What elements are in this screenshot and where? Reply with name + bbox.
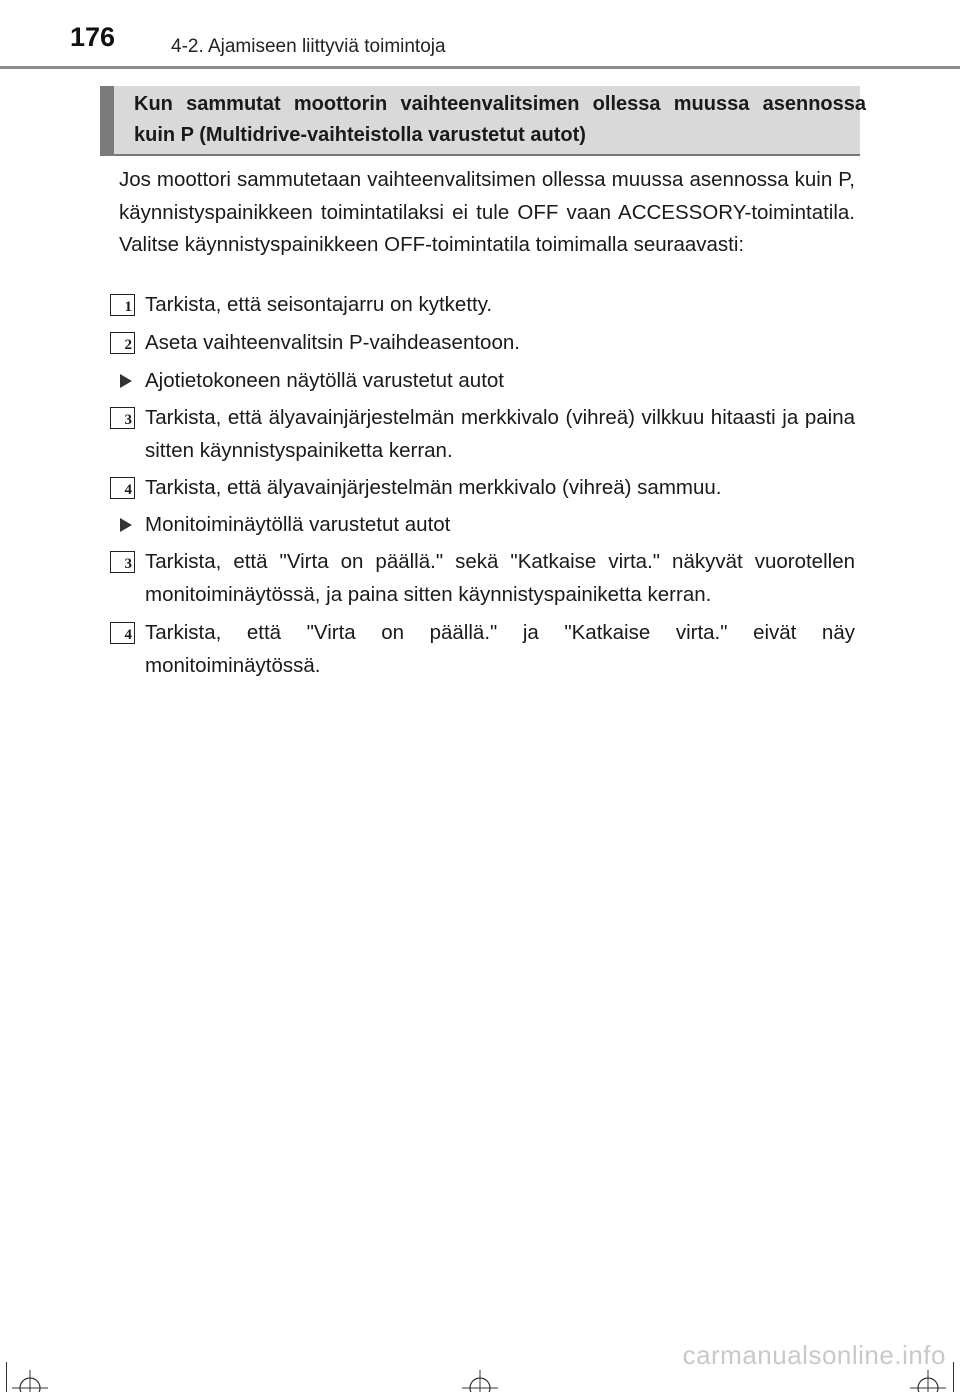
subheading-text: Ajotietokoneen näytöllä varustetut autot [145, 369, 504, 392]
step-text: Aseta vaihteenvalitsin P-vaihdeasentoon. [145, 331, 520, 354]
step-number-badge: 2 [110, 332, 135, 354]
watermark[interactable]: carmanualsonline.info [682, 1340, 946, 1370]
registration-mark-icon [908, 1368, 948, 1392]
step-number-badge: 3 [110, 551, 135, 573]
step-text: Tarkista, että "Virta on päällä." ja "Katkaise virta." eivät näy monitoiminäytössä. [145, 621, 855, 677]
registration-mark-icon [460, 1368, 500, 1392]
subheading-text: Monitoiminäytöllä varustetut autot [145, 513, 451, 536]
page-header [0, 0, 960, 70]
step-text: Tarkista, että "Virta on päällä." sekä "Katkaise virta." näkyvät vuorotellen monitoiminäytössä, ja paina sitten käynnistyspainiketta kerran. [145, 550, 855, 606]
intro-paragraph: Jos moottori sammutetaan vaihteenvalitsimen ollessa muussa asennossa kuin P, käynnistyspainikkeen toimintatilaksi ei tule OFF vaan ACCESSORY-toimintatila. Valitse käynnistyspainikkeen OFF-toimintatila toimimalla seuraavasti: [119, 168, 855, 256]
heading-box [100, 86, 866, 154]
step-number-badge: 4 [110, 477, 135, 499]
step-number-badge: 1 [110, 294, 135, 316]
triangle-bullet-icon [120, 518, 132, 532]
section-title: 4-2. Ajamiseen liittyviä toimintoja [171, 36, 446, 57]
triangle-bullet-icon [120, 374, 132, 388]
registration-mark-icon [10, 1368, 50, 1392]
page-number: 176 [70, 22, 116, 52]
step-text: Tarkista, että älyavainjärjestelmän merkkivalo (vihreä) vilkkuu hitaasti ja paina sitten käynnistyspainiketta kerran. [145, 406, 855, 462]
heading-box-underline [100, 154, 860, 156]
header-divider [0, 66, 960, 69]
crop-mark [953, 1362, 954, 1392]
step-number-badge: 3 [110, 407, 135, 429]
step-text: Tarkista, että seisontajarru on kytketty. [145, 293, 493, 316]
step-text: Tarkista, että älyavainjärjestelmän merkkivalo (vihreä) sammuu. [145, 476, 722, 499]
crop-mark [6, 1362, 7, 1392]
heading-box-title: Kun sammutat moottorin vaihteenvalitsimen ollessa muussa asennossa kuin P (Multidrive-vaihteistolla varustetut autot) [134, 93, 866, 146]
step-number-badge: 4 [110, 622, 135, 644]
